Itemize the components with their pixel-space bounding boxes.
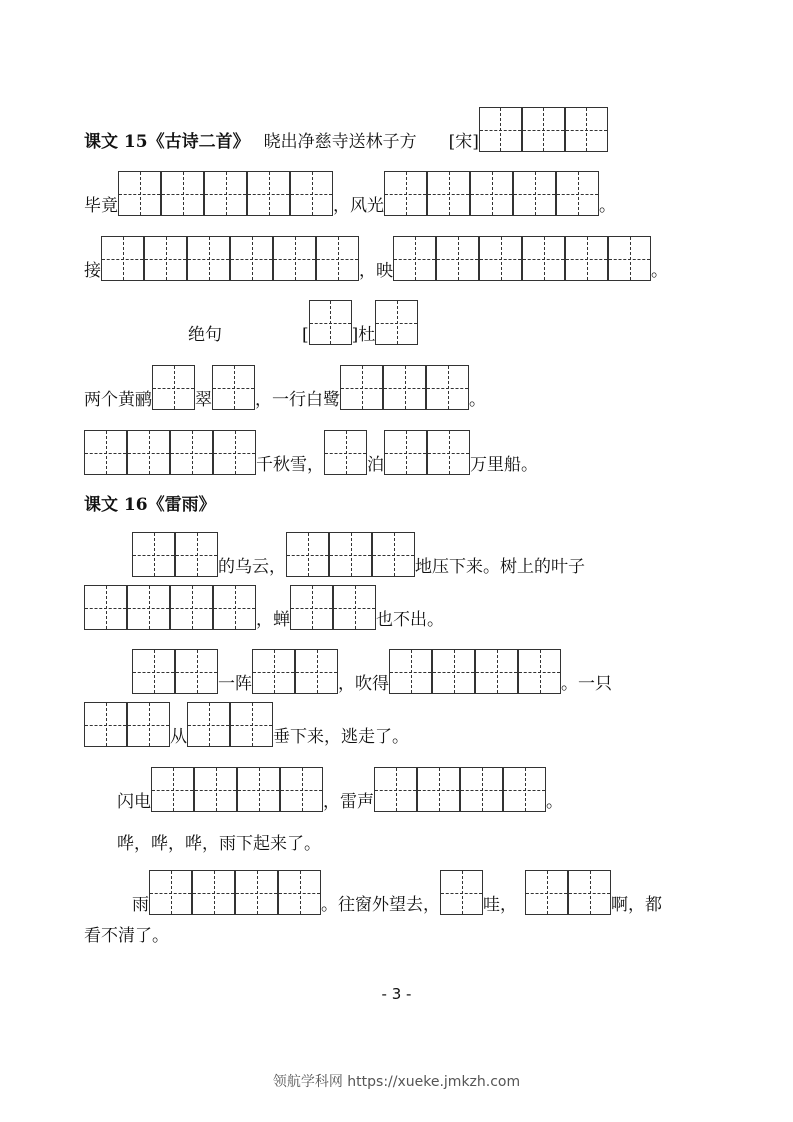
tianzige-box[interactable] [84, 585, 127, 630]
poem2-line1-pre: 两个黄鹂 [84, 390, 152, 410]
p5-t2: 哇， [483, 895, 517, 915]
tianzige-box[interactable] [417, 767, 460, 812]
tianzige-box[interactable] [290, 171, 333, 216]
tianzige-box[interactable] [479, 236, 522, 281]
tianzige-box[interactable] [235, 870, 278, 915]
tianzige-box[interactable] [152, 365, 195, 410]
tianzige-box[interactable] [290, 585, 333, 630]
tianzige-box[interactable] [316, 236, 359, 281]
tianzige-box[interactable] [608, 236, 651, 281]
tianzige-box[interactable] [247, 171, 290, 216]
tianzige-box[interactable] [522, 107, 565, 152]
tianzige-box[interactable] [340, 365, 383, 410]
tianzige-box[interactable] [101, 236, 144, 281]
lesson16-p2-line-b [84, 702, 409, 747]
poem2-title-line [188, 300, 418, 345]
tianzige-box[interactable] [204, 171, 247, 216]
poem2-title: 绝句 [188, 325, 222, 345]
tianzige-box[interactable] [212, 365, 255, 410]
p1-t3: ，蝉 [256, 610, 290, 630]
p2-t4: 从 [170, 727, 187, 747]
writing-boxes[interactable] [252, 649, 338, 694]
poem2-line2-end: 万里船。 [470, 455, 538, 475]
tianzige-box[interactable] [372, 532, 415, 577]
lesson16-p3 [117, 767, 563, 812]
poem1-dynasty: [宋] [448, 132, 479, 152]
tianzige-box[interactable] [84, 702, 127, 747]
poem1-line1-pre: 毕竟 [84, 196, 118, 216]
poem1-line2 [84, 236, 668, 281]
p5-pre: 雨 [132, 895, 149, 915]
writing-boxes[interactable] [384, 430, 470, 475]
tianzige-box[interactable] [149, 870, 192, 915]
tianzige-box[interactable] [518, 649, 561, 694]
poem1-line1 [84, 171, 616, 216]
lesson16-p4 [117, 836, 321, 854]
p3-pre: 闪电 [117, 792, 151, 812]
tianzige-box[interactable] [522, 236, 565, 281]
tianzige-box[interactable] [383, 365, 426, 410]
p2-t1: 一阵 [218, 674, 252, 694]
writing-boxes[interactable] [212, 365, 255, 410]
tianzige-box[interactable] [175, 532, 218, 577]
p4-text: 哗，哗，哗，雨下起来了。 [117, 834, 321, 854]
writing-boxes[interactable] [152, 365, 195, 410]
tianzige-box[interactable] [384, 171, 427, 216]
tianzige-box[interactable] [278, 870, 321, 915]
poem1-title: 晓出净慈寺送林子方 [263, 132, 417, 152]
writing-boxes[interactable] [132, 649, 218, 694]
tianzige-box[interactable] [151, 767, 194, 812]
poem2-line2-t1: 千秋雪， [256, 455, 324, 475]
tianzige-box[interactable] [384, 430, 427, 475]
lesson16-p5-line-b [84, 928, 169, 946]
writing-boxes[interactable] [187, 702, 273, 747]
p2-t2: ，吹得 [338, 674, 389, 694]
tianzige-box[interactable] [565, 236, 608, 281]
page-number: - 3 - [381, 985, 412, 1003]
lesson16-p2-line-a [132, 649, 612, 694]
p5-t1: 。往窗外望去， [321, 895, 440, 915]
poem2-line1-end: 。 [469, 390, 486, 410]
tianzige-box[interactable] [230, 236, 273, 281]
p2-t3: 。一只 [561, 674, 612, 694]
tianzige-box[interactable] [470, 171, 513, 216]
tianzige-box[interactable] [426, 365, 469, 410]
tianzige-box[interactable] [192, 870, 235, 915]
tianzige-box[interactable] [432, 649, 475, 694]
lesson16-heading-line [84, 497, 216, 515]
tianzige-box[interactable] [127, 585, 170, 630]
writing-boxes[interactable] [101, 236, 359, 281]
tianzige-box[interactable] [132, 649, 175, 694]
tianzige-box[interactable] [118, 171, 161, 216]
tianzige-box[interactable] [375, 300, 418, 345]
tianzige-box[interactable] [436, 236, 479, 281]
writing-boxes[interactable] [290, 585, 376, 630]
writing-boxes[interactable] [118, 171, 333, 216]
tianzige-box[interactable] [460, 767, 503, 812]
poem1-author-boxes[interactable] [479, 107, 608, 152]
tianzige-box[interactable] [237, 767, 280, 812]
tianzige-box[interactable] [427, 171, 470, 216]
lesson16-p1-line-b [84, 585, 444, 630]
poem2-line2-t2: 泊 [367, 455, 384, 475]
poem2-line1 [84, 365, 486, 410]
tianzige-box[interactable] [374, 767, 417, 812]
tianzige-box[interactable] [565, 107, 608, 152]
tianzige-box[interactable] [513, 171, 556, 216]
writing-boxes[interactable] [149, 870, 321, 915]
tianzige-box[interactable] [280, 767, 323, 812]
poem2-bracket-open: [ [302, 325, 309, 345]
tianzige-box[interactable] [568, 870, 611, 915]
tianzige-box[interactable] [127, 702, 170, 747]
tianzige-box[interactable] [525, 870, 568, 915]
tianzige-box[interactable] [161, 171, 204, 216]
p1-t2: 地压下来。树上的叶子 [415, 557, 585, 577]
poem2-line1-t3: ，一行白鹭 [255, 390, 340, 410]
tianzige-box[interactable] [556, 171, 599, 216]
tianzige-box[interactable] [175, 649, 218, 694]
tianzige-box[interactable] [324, 430, 367, 475]
tianzige-box[interactable] [187, 702, 230, 747]
writing-boxes[interactable] [393, 236, 651, 281]
tianzige-box[interactable] [503, 767, 546, 812]
poem1-line1-mid: ，风光 [333, 196, 384, 216]
p1-t1: 的乌云， [218, 557, 286, 577]
tianzige-box[interactable] [84, 430, 127, 475]
p5-t4: 看不清了。 [84, 926, 169, 946]
writing-boxes[interactable] [84, 430, 256, 475]
tianzige-box[interactable] [187, 236, 230, 281]
lesson15-heading-line [84, 107, 608, 152]
tianzige-box[interactable] [475, 649, 518, 694]
poem1-line1-end: 。 [599, 196, 616, 216]
tianzige-box[interactable] [170, 585, 213, 630]
tianzige-box[interactable] [213, 585, 256, 630]
p3-t1: ，雷声 [323, 792, 374, 812]
tianzige-box[interactable] [170, 430, 213, 475]
tianzige-box[interactable] [132, 532, 175, 577]
p3-end: 。 [546, 792, 563, 812]
writing-boxes[interactable] [525, 870, 611, 915]
lesson16-heading: 课文 16《雷雨》 [84, 495, 216, 515]
tianzige-box[interactable] [389, 649, 432, 694]
tianzige-box[interactable] [230, 702, 273, 747]
writing-boxes[interactable] [151, 767, 323, 812]
writing-boxes[interactable] [374, 767, 546, 812]
poem2-dynasty-box[interactable] [309, 300, 352, 345]
poem1-line2-mid: ，映 [359, 261, 393, 281]
watermark: 领航学科网 https://xueke.jmkzh.com [272, 1074, 521, 1090]
tianzige-box[interactable] [127, 430, 170, 475]
poem2-line1-t2: 翠 [195, 390, 212, 410]
p1-t4: 也不出。 [376, 610, 444, 630]
poem2-bracket-close: ]杜 [351, 325, 376, 345]
poem1-line2-end: 。 [651, 261, 668, 281]
tianzige-box[interactable] [194, 767, 237, 812]
writing-boxes[interactable] [340, 365, 469, 410]
lesson16-p5-line-a [132, 870, 662, 915]
writing-boxes[interactable] [84, 702, 170, 747]
writing-boxes[interactable] [384, 171, 599, 216]
tianzige-box[interactable] [309, 300, 352, 345]
writing-boxes[interactable] [132, 532, 218, 577]
poem2-line2 [84, 430, 538, 475]
poem1-line2-pre: 接 [84, 261, 101, 281]
lesson16-p1-line-a [132, 532, 585, 577]
tianzige-box[interactable] [333, 585, 376, 630]
lesson15-heading: 课文 15《古诗二首》 [84, 132, 250, 152]
tianzige-box[interactable] [440, 870, 483, 915]
writing-boxes[interactable] [84, 585, 256, 630]
writing-boxes[interactable] [324, 430, 367, 475]
tianzige-box[interactable] [213, 430, 256, 475]
tianzige-box[interactable] [427, 430, 470, 475]
tianzige-box[interactable] [329, 532, 372, 577]
tianzige-box[interactable] [273, 236, 316, 281]
tianzige-box[interactable] [393, 236, 436, 281]
p2-t5: 垂下来，逃走了。 [273, 727, 409, 747]
tianzige-box[interactable] [479, 107, 522, 152]
writing-boxes[interactable] [440, 870, 483, 915]
poem2-author-box[interactable] [375, 300, 418, 345]
tianzige-box[interactable] [252, 649, 295, 694]
writing-boxes[interactable] [389, 649, 561, 694]
tianzige-box[interactable] [295, 649, 338, 694]
writing-boxes[interactable] [286, 532, 415, 577]
tianzige-box[interactable] [144, 236, 187, 281]
tianzige-box[interactable] [286, 532, 329, 577]
p5-t3: 啊，都 [611, 895, 662, 915]
